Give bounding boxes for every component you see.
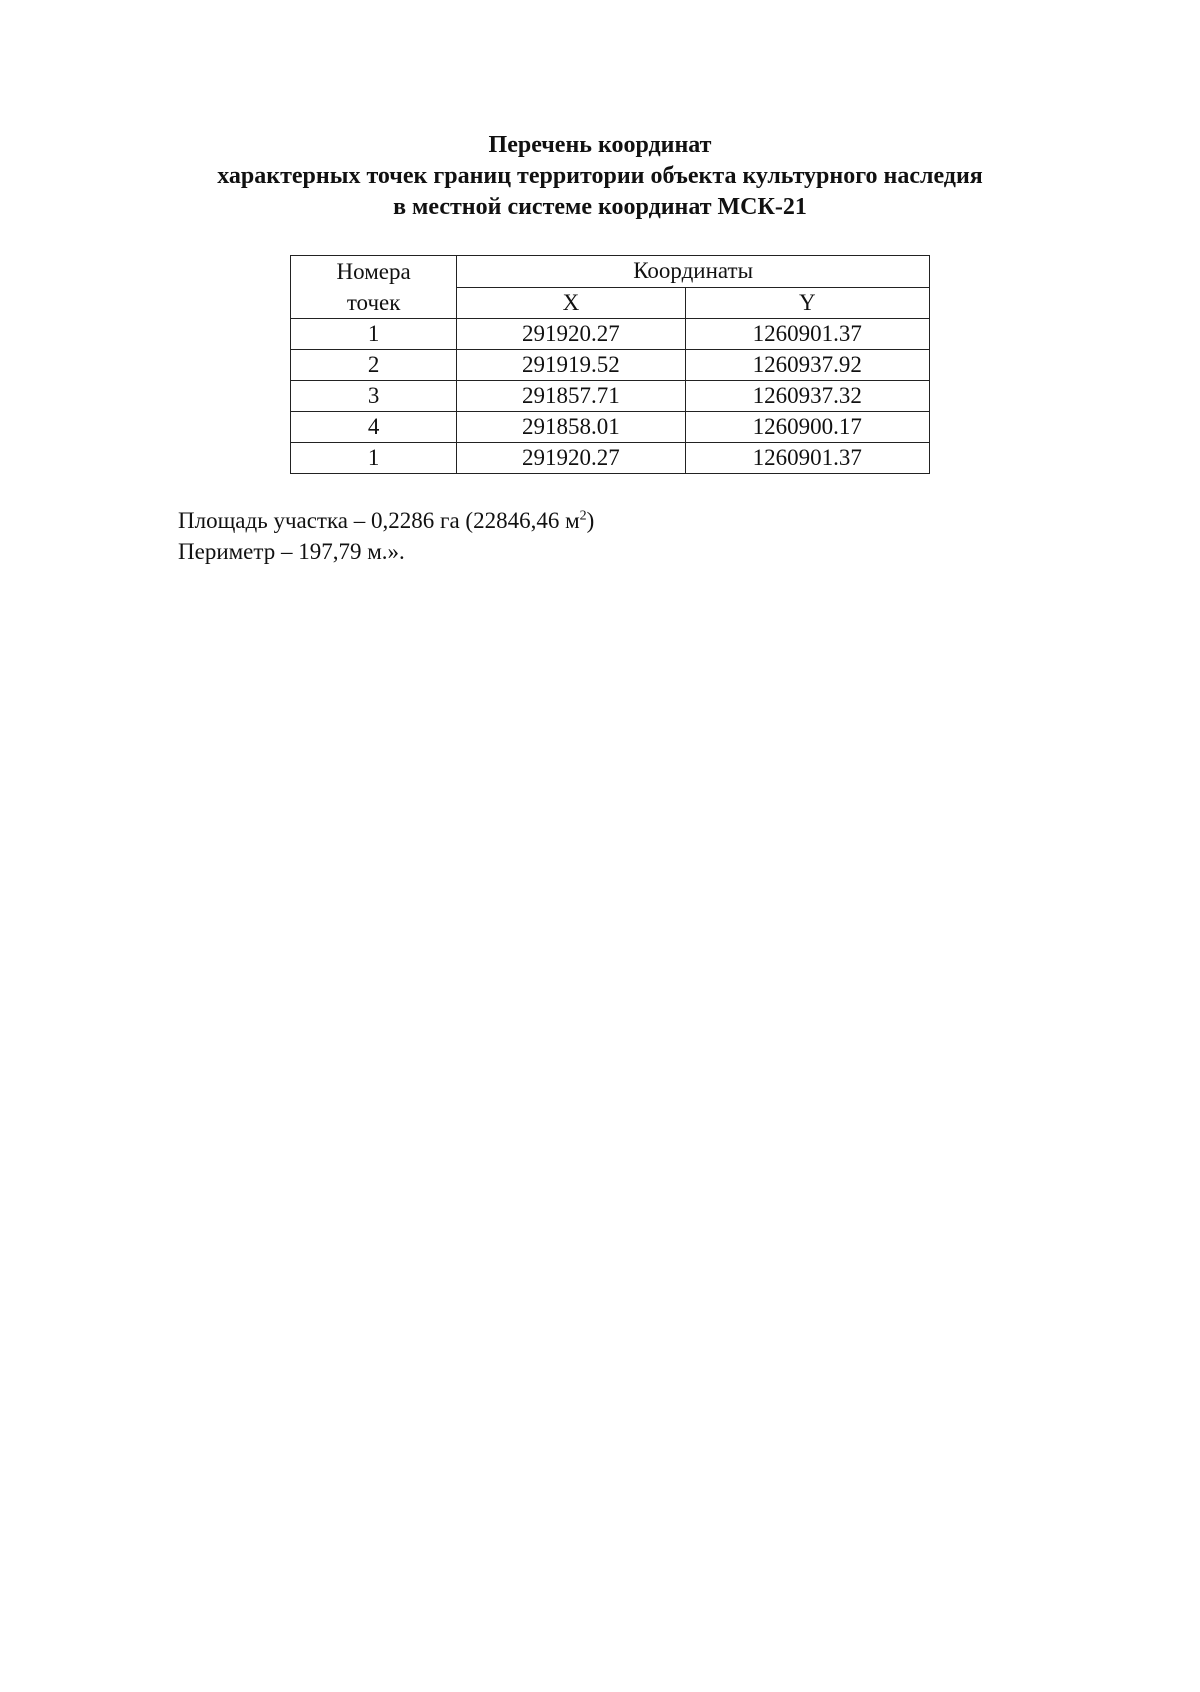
header-x: X [457, 287, 685, 319]
cell-point-number: 1 [291, 319, 457, 350]
cell-point-number: 3 [291, 381, 457, 412]
title-line-3: в местной системе координат МСК-21 [393, 194, 807, 220]
perimeter-line: Периметр – 197,79 м.». [178, 539, 405, 564]
area-text: Площадь участка – 0,2286 га (22846,46 м [178, 508, 580, 533]
table-row [291, 350, 930, 381]
cell-x: 291858.01 [457, 412, 685, 443]
header-point-numbers [291, 256, 457, 319]
table-row [291, 412, 930, 443]
cell-x: 291920.27 [457, 319, 685, 350]
header-point-numbers-line-2: точек [346, 290, 401, 315]
cell-point-number: 4 [291, 412, 457, 443]
table-row [291, 443, 930, 474]
table-row [291, 319, 930, 350]
cell-y: 1260901.37 [685, 319, 929, 350]
cell-point-number: 1 [291, 443, 457, 474]
cell-point-number: 2 [291, 350, 457, 381]
area-exponent: 2 [579, 508, 587, 524]
cell-y: 1260937.92 [685, 350, 929, 381]
area-line [178, 505, 594, 536]
header-y: Y [685, 287, 929, 319]
coordinates-table [290, 255, 930, 474]
area-close: ) [586, 508, 595, 533]
cell-y: 1260900.17 [685, 412, 929, 443]
summary-block [178, 505, 594, 567]
header-point-numbers-line-1: Номера [336, 259, 411, 284]
document-title [0, 130, 1200, 223]
header-coordinates: Координаты [457, 256, 930, 288]
table-header-row [291, 256, 930, 288]
cell-x: 291920.27 [457, 443, 685, 474]
title-line-2: характерных точек границ территории объекта культурного наследия [217, 163, 983, 189]
table-row [291, 381, 930, 412]
title-line-1: Перечень координат [488, 132, 712, 158]
cell-x: 291919.52 [457, 350, 685, 381]
cell-y: 1260937.32 [685, 381, 929, 412]
cell-x: 291857.71 [457, 381, 685, 412]
cell-y: 1260901.37 [685, 443, 929, 474]
